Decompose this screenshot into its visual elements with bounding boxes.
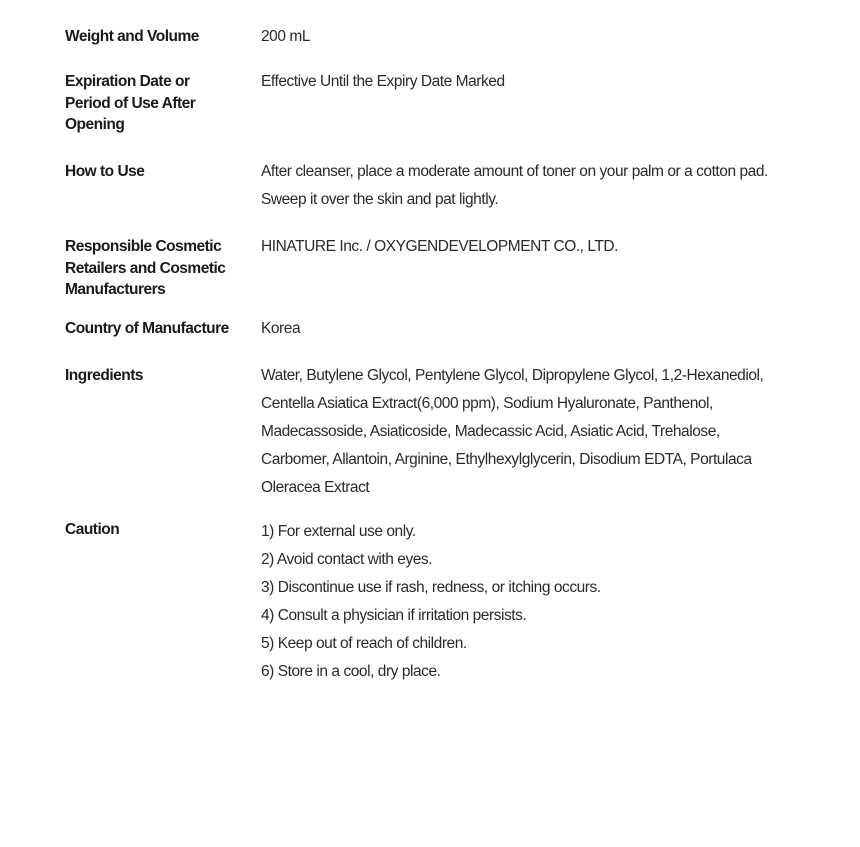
caution-item: 5) Keep out of reach of children. [261,635,467,652]
cropped-previous-row [65,0,175,3]
how-to-use-line: After cleanser, place a moderate amount of toner on your palm or a cotton pad. [261,163,768,180]
expiration-label-line: Opening [65,116,125,133]
caution-list [261,518,821,686]
expiration-value: Effective Until the Expiry Date Marked [261,73,505,90]
caution-item: 2) Avoid contact with eyes. [261,551,433,568]
responsible-label-line: Manufacturers [65,281,166,298]
expiration-label [65,71,240,136]
country-label: Country of Manufacture [65,320,229,337]
ingredients-line: Water, Butylene Glycol, Pentylene Glycol, Dipropylene Glycol, 1,2-Hexanediol, [261,367,764,384]
responsible-label [65,236,240,301]
caution-item: 4) Consult a physician if irritation persists. [261,607,527,624]
ingredients-line: Madecassoside, Asiaticoside, Madecassic Acid, Asiatic Acid, Trehalose, [261,423,720,440]
how-to-use-value [261,158,821,214]
caution-value [261,518,821,686]
caution-item: 3) Discontinue use if rash, redness, or itching occurs. [261,579,601,596]
responsible-label-line: Responsible Cosmetic [65,238,222,255]
responsible-label-line: Retailers and Cosmetic [65,259,226,277]
weight-label: Weight and Volume [65,28,199,45]
caution-label: Caution [65,521,120,538]
ingredients-line: Oleracea Extract [261,479,370,496]
caution-item: 6) Store in a cool, dry place. [261,663,441,680]
how-to-use-line: Sweep it over the skin and pat lightly. [261,191,499,208]
expiration-label-line: Expiration Date or [65,73,190,90]
ingredients-label: Ingredients [65,367,144,384]
ingredients-line: Centella Asiatica Extract(6,000 ppm), Sodium Hyaluronate, Panthenol, [261,395,713,412]
ingredients-line: Carbomer, Allantoin, Arginine, Ethylhexylglycerin, Disodium EDTA, Portulaca [261,451,752,468]
expiration-label-line: Period of Use After [65,94,196,112]
weight-value: 200 mL [261,28,310,45]
country-value: Korea [261,320,301,337]
how-to-use-label: How to Use [65,163,145,180]
ingredients-value [261,362,821,502]
responsible-value: HINATURE Inc. / OXYGENDEVELOPMENT CO., LTD. [261,238,619,255]
caution-item: 1) For external use only. [261,523,416,540]
